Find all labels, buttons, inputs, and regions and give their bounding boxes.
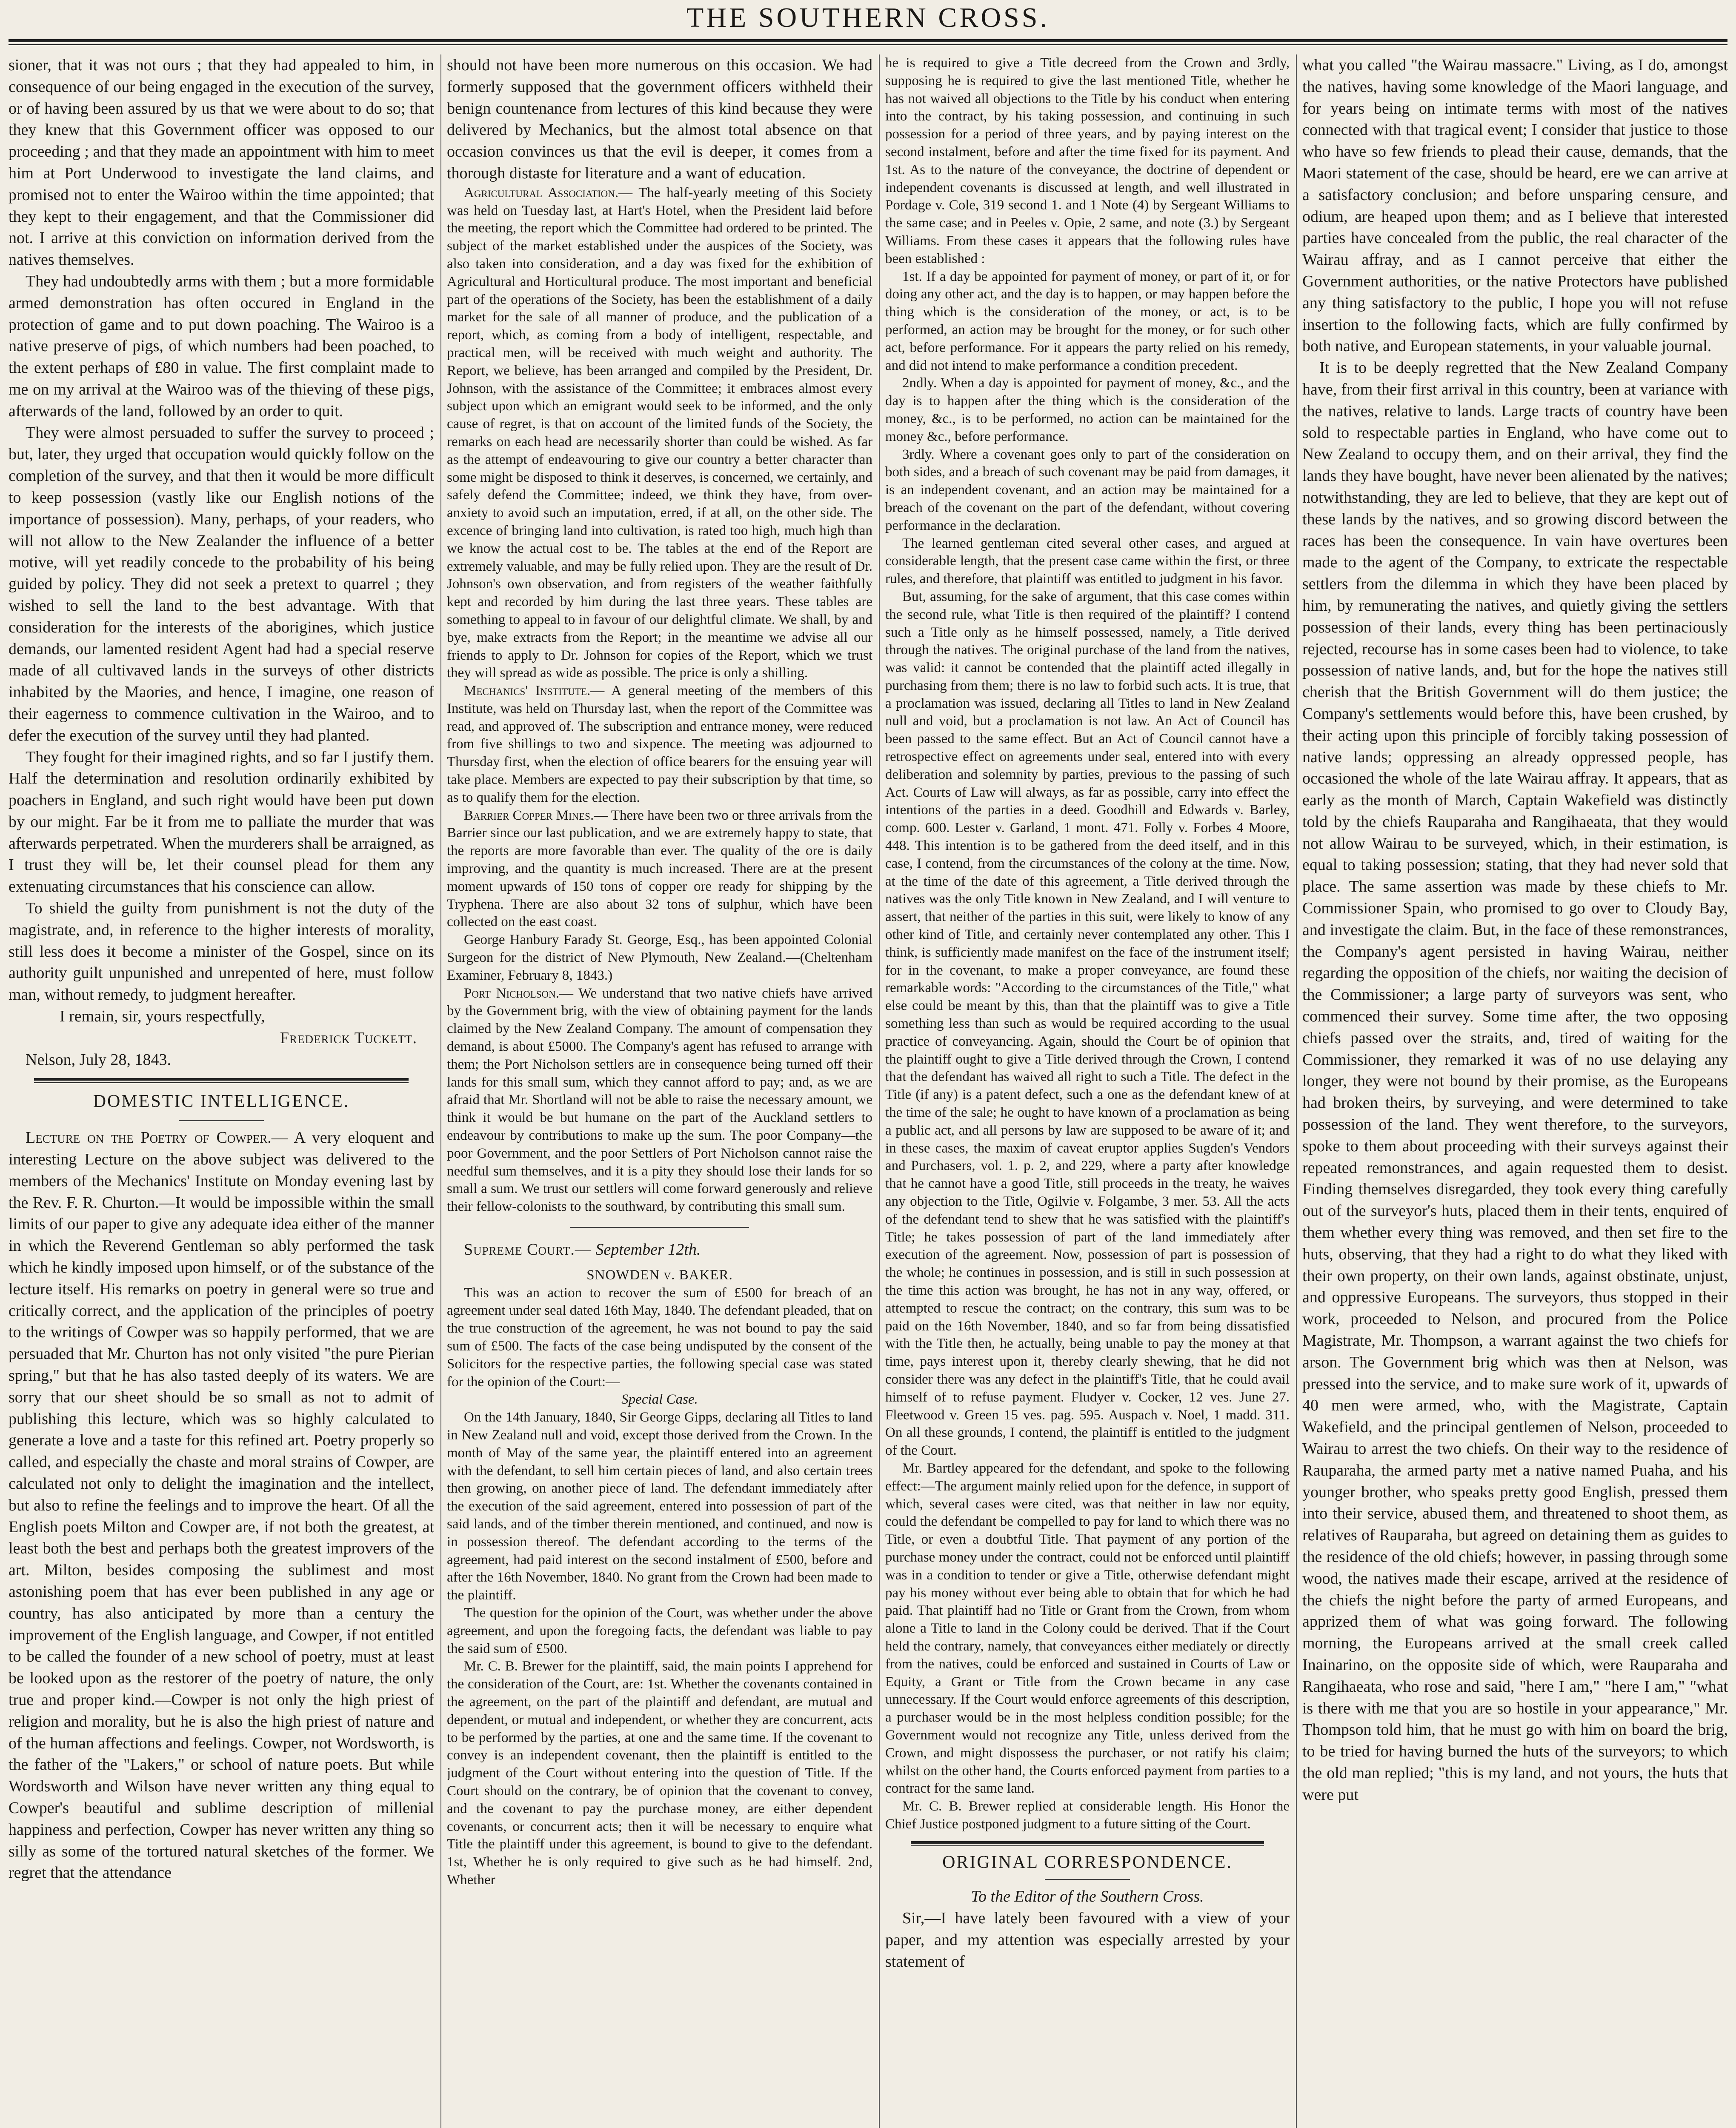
article-appointment: George Hanbury Farady St. George, Esq., has been appointed Colonial Surgeon for the district of New Plymouth, New Zealand.—(Cheltenham Examiner, February 8, 1843.) [447, 932, 872, 983]
masthead: THE SOUTHERN CROSS. [686, 2, 1050, 33]
masthead-rule [9, 39, 1727, 42]
court-heading [447, 1239, 872, 1261]
article-agricultural-association [447, 184, 872, 682]
court-heading-date: September 12th. [595, 1241, 701, 1258]
article-barrier-copper-mines [447, 807, 872, 932]
case-paragraph: 1st. If a day be appointed for payment of money, or part of it, or for doing any other act, and the day is to happen, or may happen before the thing which is the consideration of the money, or act, is to be performed, an action may be brought for the money, or for such other act, before performance. For it appears the party relied on his remedy, and did not intend to make performance a condition precedent. [885, 269, 1290, 373]
column-rule [1296, 54, 1297, 2128]
article-lead: Agricultural Association.— [464, 185, 633, 200]
case-paragraph: 3rdly. Where a covenant goes only to part of the consideration on both sides, and a breach of such covenant may be paid from damages, it is an independent covenant, and an action may be maintained for a breach of the covenant on the part of the defendant, without covering performance in the declaration. [885, 446, 1290, 533]
letter-paragraph: To shield the guilty from punishment is not the duty of the magistrate, and, in reference to the higher interests of morality, still less does it become a minister of the Gospel, since on its authority guilt unpunished and unrepented of here, must follow man, without remedy, to judgment hereafter. [9, 899, 434, 1004]
heading-rule [1045, 1879, 1130, 1880]
letter-paragraph: what you called "the Wairau massacre." Living, as I do, amongst the natives, having some knowledge of the Maori language, and for years being on intimate terms with most of the natives connected with that tragical event; I consider that justice to those who have so few friends to plead their cause, demands, that the Maori statement of the case, should be heard, ere we can arrive at a satisfactory conclusion; and before unsparing censure, and odium, are heaped upon them; and as I believe that interested parties have concealed from the public, the real character of the Wairau affray, and as I cannot perceive that either the Government authorities, or the native Protectors have published any thing satisfactory to the public, I hope you will not refuse insertion to the following facts, which are fully confirmed by both native, and European statements, in your valuable journal. [1302, 56, 1728, 355]
letter-paragraph: They fought for their imagined rights, and so far I justify them. Half the determination and resolution ordinarily exhibited by poachers in England, and such right would have been put down by our might. Far be it from me to palliate the murder that was afterwards perpetrated. When the murderers shall be arraigned, as I trust they will be, let their counsel plead for them any extenuating circumstances that his conscience can allow. [9, 748, 434, 896]
section-rule [570, 1227, 749, 1228]
court-heading-title: Supreme Court.— [464, 1241, 592, 1258]
column-rule [879, 54, 880, 2128]
case-paragraph: The learned gentleman cited several other cases, and argued at considerable length, that the present case came within the first, or three rules, and therefore, that plaintiff was entitled to judgment in his favor. [885, 535, 1290, 587]
case-paragraph: On the 14th January, 1840, Sir George Gipps, declaring all Titles to land in New Zealand null and void, except those derived from the Crown. In the month of May of the same year, the plaintiff entered into an agreement with the defendant, to sell him certain pieces of land, and also certain trees then growing, on another piece of land. The defendant immediately after the execution of the said agreement, entered into possession of part of the said lands, and of the timber therein mentioned, and continued, and now is in possession thereof. The defendant according to the terms of the agreement, had paid interest on the second instalment of £500, before and after the 16th November, 1840. No grant from the Crown had been made to the plaintiff. [447, 1410, 872, 1603]
column-rule [440, 54, 441, 2128]
column-1 [9, 54, 434, 2128]
article-body: should not have been more numerous on this occasion. We had formerly supposed that the government officers withheld their benign countenance from lectures of this kind because they were delivered by Mechanics, but the almost total absence on that occasion convinces us that the evil is deeper, it comes from a thorough distaste for literature and a want of education. [447, 56, 872, 182]
letter-paragraph: They were almost persuaded to suffer the survey to proceed ; but, later, they urged that occupation would quickly follow on the completion of the survey, and that then it would be more difficult to keep possession (vastly like our English notions of the importance of possession). Many, perhaps, of your readers, who will not allow to the New Zealander the influence of a better motive, will yet readily concede to the probability of his being guided by policy. They did not seek a pretext to quarrel ; they wished to sell the land to the best advantage. With that consideration for the interests of the aborigines, which justice demands, our lamented resident Agent had had a special reserve made of all cultivaved lands in the surveys of other districts inhabited by the Maories, and hence, I imagine, one reason of their eagerness to commence cultivation in the Wairoo, and to defer the execution of the survey until they had planted. [9, 423, 434, 744]
letter-address: To the Editor of the Southern Cross. [971, 1888, 1204, 1906]
article-lead: Lecture on the Poetry of Cowper.— [26, 1129, 288, 1147]
case-paragraph: he is required to give a Title decreed from the Crown and 3rdly, supposing he is required to give the last mentioned Title, whether he has not waived all objections to the Title by his conduct when entering into the contract, by his taking possession, and continuing in such possession for a period of three years, and by paying interest on the second instalment, before and after the time fixed for its payment. And 1st. As to the nature of the conveyance, the doctrine of dependent or independent covenants is discussed at length, and well illustrated in Pordage v. Cole, 319 second 1. and 1 Note (4) by Sergeant Williams to the same case; and in Peeles v. Opie, 2 same, and note (3.) by Sergeant Williams. From these cases it appears that the following rules have been established : [885, 55, 1290, 266]
article-body: There have been two or three arrivals from the Barrier since our last publication, and we are extremely happy to state, that the reports are more favorable than ever. The quality of the ore is daily improving, and the quantity is much increased. There are at the present moment upwards of 150 tons of copper ore ready for shipping by the Tryphena. There are also about 32 tons of sulphur, which have been collected on the east coast. [447, 807, 872, 930]
case-paragraph: This was an action to recover the sum of £500 for breach of an agreement under seal dated 16th May, 1840. The defendant pleaded, that on the true construction of the agreement, he was not bound to pay the said sum of £500. The facts of the case being undisputed by the consent of the Solicitors for the respective parties, the following special case was stated for the opinion of the Court:— [447, 1285, 872, 1390]
article-mechanics-institute [447, 682, 872, 807]
article-lead: Port Nicholson.— [464, 985, 574, 1001]
article-port-nicholson [447, 985, 872, 1216]
letter-paragraph: Sir,—I have lately been favoured with a view of your paper, and my attention was especially arrested by your statement of [885, 1909, 1290, 1971]
article-body: The half-yearly meeting of this Society was held on Tuesday last, at Hart's Hotel, when the President laid before the meeting, the report which the Committee had ordered to be printed. The subject of the market established under the auspices of the Society, was also taken into consideration, and a day was fixed for the exhibition of Agricultural and Horticultural produce. The most important and beneficial part of the operations of the Society, has been the establishment of a daily market for the sale of all manner of produce, and the publication of a report, which, as coming from a body of intelligent, respectable, and practical men, will be received with much weight and authority. The Report, we believe, has been arranged and compiled by the President, Dr. Johnson, with the assistance of the Committee; it embraces almost every subject upon which an emigrant would seek to be informed, and the only cause of regret, is that on account of the limited funds of the Society, the remarks on each head are necessarily shorter than could be wished. As far as the attempt of endeavouring to give our country a better character than some might be disposed to think it deserves, is concerned, we certainly, and safely defend the Committee; indeed, we think they have, from over-anxiety to avoid such an imputation, erred, if at all, on the other side. The excence of bringing land into cultivation, is rated too high, much high than we know the actual cost to be. The tables at the end of the Report are extremely valuable, and may be fully relied upon. They are the result of Dr. Johnson's own observation, and from registers of the weather faithfully kept and recorded by him during the last three years. These tables are something to appeal to in favour of our delightful climate. We shall, by and bye, make extracts from the Report; in the meantime we advise all our friends to apply to Dr. Johnson for copies of the Report, which we trust they will spread as wide as possible. The price is only a shilling. [447, 185, 872, 681]
article-body: We understand that two native chiefs have arrived by the Government brig, with the view of obtaining payment for the lands claimed by the New Zealand Company. The amount of compensation they demand, is about £5000. The Company's agent has refused to arrange with them; the Port Nicholson settlers are in consequence being turned off their lands for this small sum, which they cannot afford to pay; and, as we are afraid that Mr. Shortland will not be able to raise the necessary amount, we think it would be but humane on the part of the Auckland settlers to endeavour by contributions to make up the sum. The poor Company—the poor Government, and the poor Settlers of Port Nicholson cannot raise the needful sum themselves, and it is a pity they should lose their lands for so small a sum. We trust our settlers will come forward generously and relieve their fellow-colonists to the southward, by contributing this small sum. [447, 985, 872, 1215]
article-body: A general meeting of the members of this Institute, was held on Thursday last, when the report of the Committee was read, and approved of. The subscription and entrance money, were reduced from five shillings to two and sixpence. The meeting was adjourned to Thursday first, when the election of office bearers for the ensuing year will take place. Members are expected to pay their subscription by that time, so as to qualify them for the election. [447, 683, 872, 805]
letter-dateline: Nelson, July 28, 1843. [26, 1050, 171, 1069]
letter-paragraph: sioner, that it was not ours ; that they had appealed to him, in consequence of our being engaged in the execution of the survey, or of having been assured by us that we were about to do so; that they knew that this Government officer was opposed to our proceeding ; and that they made an appointment with him to meet him at Port Underwood to investigate the land claims, and promised not to enter the Wairoo within the time appointed; that they kept to their engagement, and that the Commissioner did not. I arrive at this conviction on information derived from the natives themselves. [9, 56, 434, 269]
column-3 [885, 54, 1290, 2128]
section-heading: ORIGINAL CORRESPONDENCE. [942, 1852, 1233, 1872]
section-rule-thin [911, 1845, 1264, 1846]
case-paragraph: But, assuming, for the sake of argument, that this case comes within the second rule, what Title is then required of the plaintiff? I contend such a Title only as he himself possessed, namely, a Title derived through the natives. The original purchase of the land from the natives, was valid: it cannot be contended that the plaintiff acted illegally in purchasing from them; there is no law to forbid such acts. It is true, that a proclamation was issued, declaring all Titles to land in New Zealand null and void, but a proclamation is not law. An Act of Council has been passed to the same effect. But an Act of Council cannot have a retrospective effect on agreements under seal, entered into with every deliberation and solemnity by parties, previous to the passing of such Act. Courts of Law will always, as far as possible, carry into effect the intentions of the parties in a deed. Goodhill and Edwards v. Barley, comp. 600. Lester v. Garland, 1 mont. 471. Folly v. Forbes 4 Moore, 448. This intention is to be gathered from the deed itself, and in this case, I contend, from the circumstances of the colony at the time. Now, at the time of the date of this agreement, a Title derived through the natives was the only Title known in New Zealand, and I will venture to assert, that neither of the parties in this suit, were likely to know of any other kind of Title, and certainly never contemplated any other. This I think, is sufficiently made manifest on the face of the instrument itself; for in the covenant, to make a proper conveyance, are found these remarkable words: "According to the circumstances of the Title," what else could be meant by this, than that the plaintiff was to give a Title something less than such as would be required according to the usual practice of conveyancing. Again, should the Court be of opinion that the plaintiff ought to give a Title derived through the Crown, I contend that the defendant has waived all right to such a Title. The defect in the Title (if any) is a patent defect, such a one as the defendant knew of at the time of the sale; he ought to have known of a proclamation as being a public act, and all persons by law are supposed to be aware of it; and in these cases, the maxim of caveat eruptor applies Sugden's Vendors and Purchasers, vol. 1. p. 2, and 229, where a party after knowledge that he cannot have a good Title, still proceeds in the treaty, he waives any objection to the Title, Ogilvie v. Folgambe, 3 mer. 53. All the acts of the defendant tend to shew that he was satisfied with the plaintiff's Title; he takes possession of part of the land immediately after execution of the agreement. Now, possession of part is possession of the whole; he continues in possession, and is still in such possession at the time this action was brought, he has not in any way, offered, or attempted to rescue the contract; on the contrary, this sum was to be paid on the 16th November, 1840, and so far from being dissatisfied with the Title then, he actually, being unable to pay the money at that time, pays interest upon it, thereby clearly shewing, that he did not consider there was any defect in the plaintiff's Title, that he could avail himself of to refuse payment. Fludyer v. Cocker, 12 ves. June 27. Fleetwood v. Green 15 ves. pag. 595. Auspach v. Noel, 1 madd. 311. On all these grounds, I contend, the plaintiff is entitled to the judgment of the Court. [885, 589, 1290, 1459]
case-paragraph: Mr. Bartley appeared for the defendant, and spoke to the following effect:—The argument mainly relied upon for the defence, in support of which, several cases were cited, was that neither in law nor equity, could the defendant be compelled to pay for land to which there was no Title, or even a doubtful Title. That payment of any portion of the purchase money under the contract, could not be enforced until plaintiff was in a condition to tender or give a Title, otherwise defendant might pay his money without ever being able to obtain that for which he had paid. That plaintiff had no Title or Grant from the Crown, from whom alone a Title to land in the Colony could be derived. That if the Court held the contrary, namely, that conveyances either mediately or directly from the natives, could be enforced and sustained in Courts of Law or Equity, a Grant or Title from the Crown became in any case unnecessary. If the Court would enforce agreements of this description, a purchaser would be in the most helpless condition possible; for the Government would not recognize any Title, unless derived from the Crown, and might dispossess the purchaser, or not ratify his claim; whilst on the other hand, the Courts enforced payment from parties to a contract for the same land. [885, 1460, 1290, 1796]
case-paragraph: Mr. C. B. Brewer for the plaintiff, said, the main points I apprehend for the consideration of the Court, are: 1st. Whether the covenants contained in the agreement, on the part of the plaintiff and defendant, are mutual and dependent, or mutual and independent, or whether they are concurrent, acts to be performed by the parties, at one and the same time. If the covenant to convey is an independent covenant, then the plaintiff is entitled to the judgment of the Court without entering into the question of Title. If the Court should on the contrary, be of opinion that the covenant to convey, and the covenant to pay the purchase money, are either dependent covenants, or concurrent acts; then it will be necessary to enquire what Title the plaintiff under this agreement, is bound to give to the defendant. 1st, Whether he is only required to give such as he had himself. 2nd, Whether [447, 1659, 872, 1888]
article-cowper-lecture [9, 1127, 434, 1884]
column-4 [1302, 54, 1728, 2128]
case-paragraph: Mr. C. B. Brewer replied at considerable length. His Honor the Chief Justice postponed judgment to a future sitting of the Court. [885, 1799, 1290, 1832]
section-rule-thin [34, 1082, 409, 1083]
article-lead: Mechanics' Institute.— [464, 683, 605, 699]
heading-rule [179, 1120, 264, 1121]
case-title: SNOWDEN v. BAKER. [586, 1267, 733, 1283]
case-paragraph: 2ndly. When a day is appointed for payment of money, &c., and the day is to happen after the thing which is the consideration of the money, &c., is to be performed, no action can be maintained for the money &c., before performance. [885, 375, 1290, 444]
masthead-rule-thin [9, 44, 1727, 45]
section-rule [911, 1841, 1264, 1844]
letter-signature: Frederick Tuckett. [280, 1029, 417, 1047]
section-rule [34, 1078, 409, 1081]
case-paragraph: The question for the opinion of the Court, was whether under the above agreement, and upon the foregoing facts, the defendant was liable to pay the said sum of £500. [447, 1605, 872, 1656]
column-2 [447, 54, 872, 2128]
article-body: A very eloquent and interesting Lecture on the above subject was delivered to the members of the Mechanics' Institute on Monday evening last by the Rev. F. R. Churton.—It would be impossible within the small limits of our paper to give any adequate idea either of the manner in which the Reverend Gentleman so ably performed the task which he kindly imposed upon himself, or of the substance of the lecture itself. His remarks on poetry in general were so true and critically correct, and the application of the principles of poetry to the writings of Cowper was so happily performed, that we are persuaded that Mr. Churton has not only visited "the pure Pierian spring," but that he has also tasted deeply of its waters. We are sorry that our sheet should be so small as not to admit of publishing this lecture, which was so highly calculated to generate a love and a taste for this refined art. Poetry properly so called, and especially the chaste and moral strains of Cowper, are calculated not only to delight the imagination and the intellect, but also to refine the feelings and to improve the heart. Of all the English poets Milton and Cowper are, if not both the greatest, at least both the best and perhaps both the greatest improvers of the art. Milton, besides composing the sublimest and most astonishing poem that has ever been published in any age or country, has also anticipated by more than a century the improvement of the English language, and Cowper, if not entitled to be called the founder of a new school of poetry, must at least be looked upon as the restorer of the poetry of nature, the only true and proper kind.—Cowper is not only the high priest of religion and morality, but he is also the high priest of nature and of the human affections and feelings. Cowper, not Wordsworth, is the father of the "Lakers," or school of nature poets. But while Wordsworth and Wilson have never written any thing equal to Cowper's beautiful and sublime description of millenial happiness and perfection, Cowper has never written any thing so silly as some of the tortured natural sketches of the former. We regret that the attendance [9, 1129, 434, 1882]
letter-closing: I remain, sir, yours respectfully, [60, 1007, 265, 1026]
section-heading: DOMESTIC INTELLIGENCE. [93, 1092, 350, 1112]
letter-paragraph: They had undoubtedly arms with them ; but a more formidable armed demonstration has often occured in England in the protection of game and to put down poaching. The Wairoo is a native preserve of pigs, of which numbers had been poached, to the extent perhaps of £80 in value. The first complaint made to me on my arrival at the Wairoo was of the thieving of these pigs, afterwards of the land, followed by an order to quit. [9, 272, 434, 420]
letter-paragraph: It is to be deeply regretted that the New Zealand Company have, from their first arrival in this country, been at variance with the natives, relative to lands. Large tracts of country have been sold to respectable parties in England, who have come out to New Zealand to occupy them, and on their arrival, they find the lands they have bought, have never been alienated by the natives; notwithstanding, they are led to believe, that they are kept out of these lands by the natives, and so growing discord between the races has been the consequence. In vain have overtures been made to the agent of the Company, to extricate the respectable settlers from the dilemma in which they have been placed by him, by remunerating the natives, and quietly giving the settlers possession of their lands, every thing has been pertinaciously rejected, recourse has in some cases been had to violence, to take possession of native lands, and, but for the hope the natives still cherish that the British Government will do them justice; the Company's settlements would before this, have been crushed, by their acting upon this principle of forcibly taking possession of native lands; oppressing an already oppressed people, has occasioned the whole of the late Wairau affray. It appears, that as early as the month of March, Captain Wakefield was distinctly told by the chiefs Rauparaha and Rangihaeata, that they would not allow Wairau to be surveyed, which, in their estimation, is equal to taking possession; stating, that they had never sold that place. The same assertion was made by these chiefs to Mr. Commissioner Spain, who promised to go over to Cloudy Bay, and investigate the claim. But, in the face of these remonstrances, the Company's agent persisted in having Wairau, neither regarding the opposition of the chiefs, nor waiting the decision of the Commissioner; a large party of surveyors was sent, who commenced their survey. Some time after, the two opposing chiefs passed over the straits, and, tired of waiting for the Commissioner, they remarked it was of no use delaying any longer, they were not bound by their promise, as the Europeans had broken theirs, by surveying, and were determined to take possession of the land. They went therefore, to the surveyors, spoke to them about proceeding with their surveys against their repeated remonstrances, and again requested them to desist. Finding themselves disregarded, they took every thing carefully out of the surveyor's huts, placed them in their tents, enquired of them whether every thing was removed, and then set fire to the huts, observing, that they had a right to do what they liked with their own property, on their own lands, against obstinate, unjust, and oppressive Europeans. The surveyors, thus stopped in their work, proceeded to Nelson, and procured from the Police Magistrate, Mr. Thompson, a warrant against the two chiefs for arson. The Government brig which was then at Nelson, was pressed into the service, and to make sure work of it, upwards of 40 men were armed, who, with the Magistrate, Captain Wakefield, and the principal gentlemen of Nelson, proceeded to Wairau to arrest the two chiefs. On their way to the residence of Rauparaha, the armed party met a native named Puaha, and his younger brother, who speaks pretty good English, pressed them into their service, abused them, and threatened to shoot them, as relatives of Rauparaha, but agreed on detaining them as guides to the residence of the old chiefs; however, in passing through some wood, the natives made their escape, arrived at the residence of the chiefs the night before the party of armed Europeans, and apprized them of what was going forward. The following morning, the Europeans arrived at the small creek called Inainarino, on the opposite side of which, were Rauparaha and Rangihaeata, who rose and said, "here I am," "here I am," "what is there with me that you are so hostile in your appearance," Mr. Thompson told him, that he must go with him on board the brig, to be tried for having burned the huts of the surveyors; to which the old man replied; "this is my land, and not yours, the huts that were put [1302, 359, 1728, 1804]
article-lead: Barrier Copper Mines.— [464, 807, 608, 823]
case-subheading: Special Case. [621, 1392, 698, 1407]
